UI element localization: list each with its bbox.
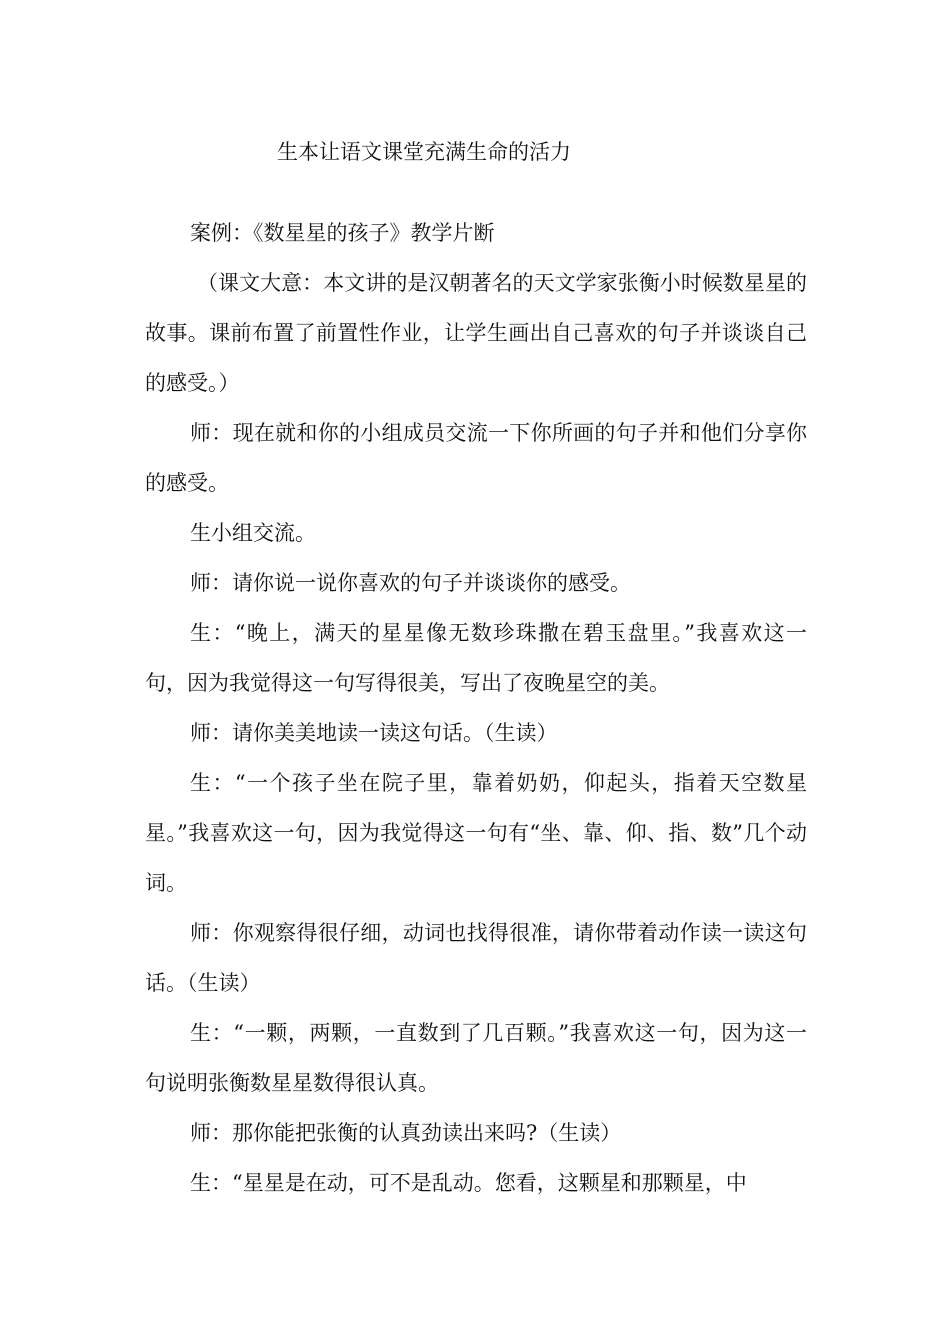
- paragraph-teacher-4: 师：你观察得很仔细，动词也找得很准，请你带着动作读一读这句话。（生读）: [145, 921, 807, 995]
- paragraph-case: 案例：《数星星的孩子》教学片断: [190, 221, 495, 245]
- paragraph-student-1: 生：“晚上，满天的星星像无数珍珠撒在碧玉盘里。”我喜欢这一句，因为我觉得这一句写得很美，写出了夜晚星空的美。: [145, 621, 807, 695]
- paragraph-summary: （课文大意：本文讲的是汉朝著名的天文学家张衡小时候数星星的故事。课前布置了前置性作业，让学生画出自己喜欢的句子并谈谈自己的感受。）: [145, 271, 807, 395]
- paragraph-student-2: 生：“一个孩子坐在院子里，靠着奶奶，仰起头，指着天空数星星。”我喜欢这一句，因为我觉得这一句有“坐、靠、仰、指、数”几个动词。: [145, 771, 807, 895]
- paragraph-student-group: 生小组交流。: [190, 521, 316, 545]
- paragraph-teacher-2: 师：请你说一说你喜欢的句子并谈谈你的感受。: [190, 571, 631, 595]
- document-title: 生本让语文课堂充满生命的活力: [277, 140, 571, 164]
- paragraph-teacher-3: 师：请你美美地读一读这句话。（生读）: [190, 721, 558, 745]
- paragraph-student-3: 生：“一颗，两颗，一直数到了几百颗。”我喜欢这一句，因为这一句说明张衡数星星数得很认真。: [145, 1021, 807, 1095]
- document-body: [145, 208, 807, 1208]
- paragraph-student-4: 生：“星星是在动，可不是乱动。您看，这颗星和那颗星，中: [190, 1171, 747, 1195]
- paragraph-teacher-1: 师：现在就和你的小组成员交流一下你所画的句子并和他们分享你的感受。: [145, 421, 807, 495]
- paragraph-teacher-5: 师：那你能把张衡的认真劲读出来吗?（生读）: [190, 1121, 622, 1145]
